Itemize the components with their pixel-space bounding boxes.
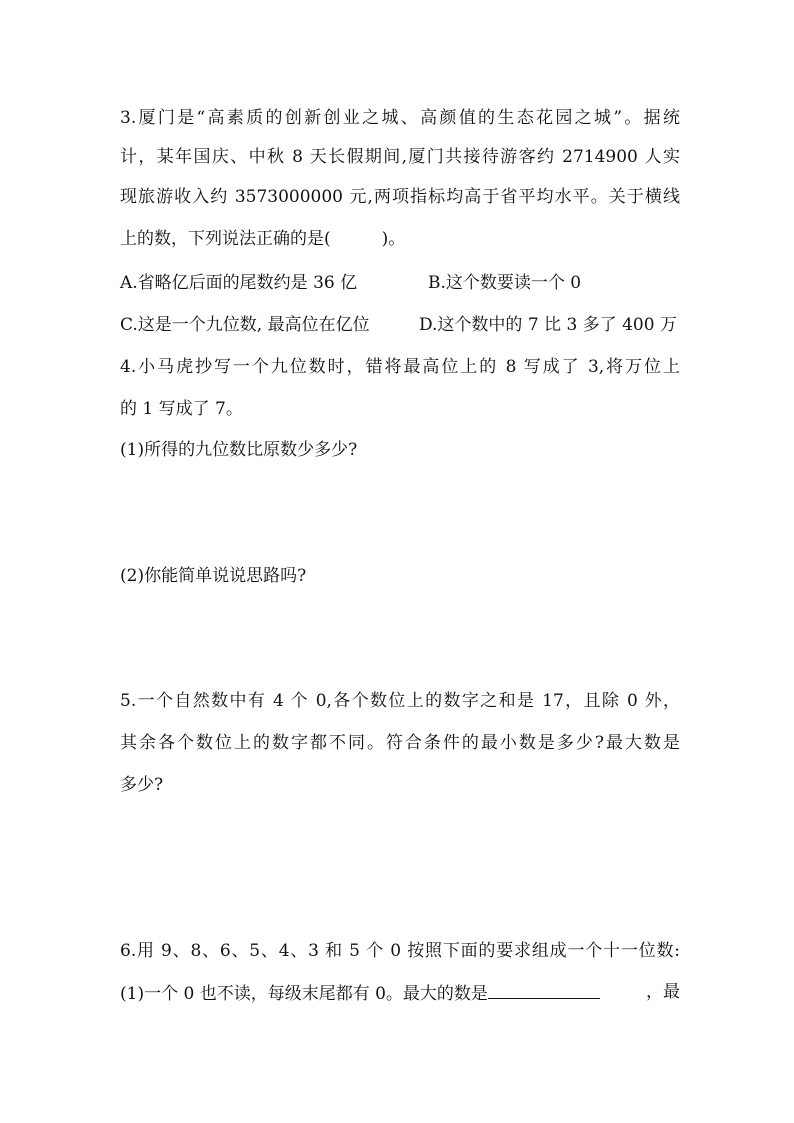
q3-option-d: D.这个数中的 7 比 3 多了 400 万 [419,315,677,335]
q4-sub-question-1: (1)所得的九位数比原数少多少? [120,440,358,460]
q3-line-2: 计，某年国庆、中秋 8 天长假期间,厦门共接待游客约 2714900 人实 [120,147,680,167]
q3-line-1: 3.厦门是“高素质的创新创业之城、高颜值的生态花园之城”。据统 [120,108,680,128]
q3-line-3: 现旅游收入约 3573000000 元,两项指标均高于省平均水平。关于横线 [120,187,680,207]
q6-intro: 6.用 9、8、6、5、4、3 和 5 个 0 按照下面的要求组成一个十一位数: [120,941,680,961]
q6-sub-question-1 [120,980,680,1006]
q4-sub-question-2: (2)你能简单说说思路吗? [120,566,307,586]
q5-line-1: 5.一个自然数中有 4 个 0,各个数位上的数字之和是 17，且除 0 外， [120,691,680,711]
q6-sub1-prefix: (1)一个 0 也不读，每级末尾都有 0。最大的数是 [120,984,488,1004]
q3-line-4: 上的数，下列说法正确的是( )。 [120,229,406,249]
q3-option-c: C.这是一个九位数, 最高位在亿位 [120,315,370,335]
q4-line-1: 4.小马虎抄写一个九位数时，错将最高位上的 8 写成了 3,将万位上 [120,357,680,377]
answer-blank[interactable] [488,980,600,999]
q3-option-a: A.省略亿后面的尾数约是 36 亿 [120,273,358,293]
q5-line-2: 其余各个数位上的数字都不同。符合条件的最小数是多少?最大数是 [120,733,680,753]
q4-line-2: 的 1 写成了 7。 [120,399,243,419]
q3-option-b: B.这个数要读一个 0 [428,273,582,293]
q5-line-3: 多少? [120,775,164,795]
q6-sub1-suffix: ，最 [646,982,680,1002]
